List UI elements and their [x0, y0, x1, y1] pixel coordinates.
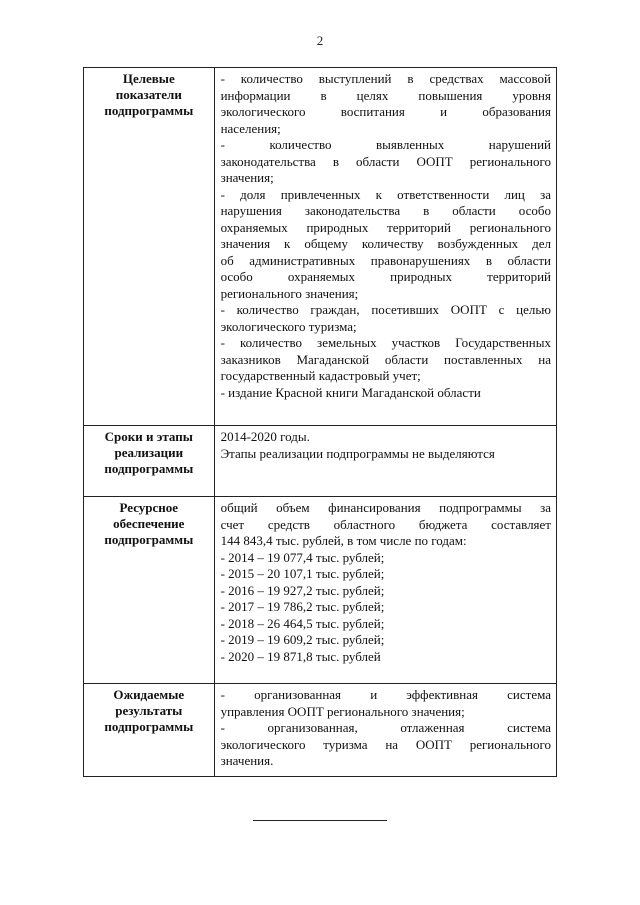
content-line: экологического туризма; [220, 318, 357, 334]
content-line: управления ООПТ регионального значения; [220, 703, 465, 719]
page-number: 2 [316, 33, 324, 48]
content-line: - 2014 – 19 077,4 тыс. рублей; [220, 549, 385, 565]
subprogram-passport-table [83, 67, 557, 777]
content-line: экологического воспитания и образования [220, 104, 551, 119]
content-line: особо охраняемых природных территорий [220, 269, 551, 284]
content-line: государственный кадастровый учет; [220, 368, 421, 383]
row-content-cell [214, 497, 556, 684]
row-label-cell [84, 68, 215, 426]
content-line: значения. [220, 753, 274, 768]
content-line: общий объем финансирования подпрограммы за [220, 500, 551, 515]
content-line: - 2020 – 19 871,8 тыс. рублей [220, 648, 381, 664]
content-line: Этапы реализации подпрограммы не выделяются [220, 445, 495, 461]
row-label-cell [84, 426, 215, 497]
content-line: - количество выявленных нарушений [220, 137, 551, 152]
content-line: - организованная, отлаженная система [220, 720, 551, 735]
row-content-cell [214, 684, 556, 777]
content-line: - 2019 – 19 609,2 тыс. рублей; [220, 632, 385, 647]
content-line: - 2016 – 19 927,2 тыс. рублей; [220, 582, 385, 598]
row-label: Сроки и этапы реализации подпрограммы [104, 429, 194, 476]
table-row-resource-provision [84, 497, 557, 684]
row-label-cell [84, 684, 215, 777]
content-line: - 2018 – 26 464,5 тыс. рублей; [220, 615, 385, 631]
content-line: - издание Красной книги Магаданской области [220, 384, 481, 400]
row-label: Целевые показатели подпрограммы [104, 71, 194, 118]
content-line: 144 843,4 тыс. рублей, в том числе по годам: [220, 533, 467, 548]
content-line: - количество выступлений в средствах массовой [220, 71, 551, 86]
row-content-cell [214, 426, 556, 497]
content-line: - 2017 – 19 786,2 тыс. рублей; [220, 599, 385, 614]
row-content [215, 426, 556, 462]
row-content [215, 684, 556, 770]
content-line: регионального значения; [220, 285, 359, 301]
footer-separator-line [253, 820, 387, 821]
table-row-expected-results [84, 684, 557, 777]
content-line: - 2015 – 20 107,1 тыс. рублей; [220, 566, 385, 581]
content-line: населения; [220, 120, 281, 136]
content-line: значения к общему количеству возбужденных дел [220, 236, 551, 251]
content-line: 2014-2020 годы. [220, 429, 310, 444]
content-line: - количество граждан, посетивших ООПТ с целью [220, 302, 551, 317]
table-row-timing-stages [84, 426, 557, 497]
content-line: - организованная и эффективная система [220, 687, 551, 702]
content-line: заказников Магаданской области поставленных на [220, 351, 551, 367]
content-line: законодательства в области ООПТ регионального [220, 153, 551, 169]
row-label-cell [84, 497, 215, 684]
content-line: нарушения законодательства в области особо [220, 203, 551, 218]
content-line: - количество земельных участков Государственных [220, 335, 551, 350]
content-line: счет средств областного бюджета составляет [220, 516, 551, 532]
content-line: об административных правонарушениях в области [220, 252, 551, 268]
table-row-target-indicators [84, 68, 557, 426]
row-label: Ожидаемые результаты подпрограммы [104, 687, 194, 734]
content-line: охраняемых природных территорий регионального [220, 219, 551, 235]
row-label: Ресурсное обеспечение подпрограммы [104, 500, 194, 547]
content-line: экологического туризма на ООПТ регионального [220, 736, 551, 752]
content-line: информации в целях повышения уровня [220, 87, 551, 103]
row-content [215, 68, 556, 401]
row-content-cell [214, 68, 556, 426]
content-line: значения; [220, 170, 274, 185]
row-content [215, 497, 556, 665]
content-line: - доля привлеченных к ответственности лиц за [220, 186, 551, 202]
